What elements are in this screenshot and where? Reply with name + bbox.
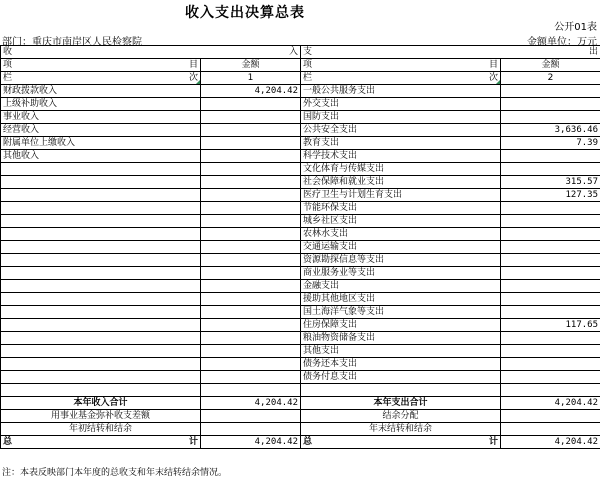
expenditure-item-amount: [501, 371, 600, 384]
income-item-label: [1, 306, 201, 319]
expenditure-item-amount: [501, 267, 600, 280]
income-total-label: 年初结转和结余: [1, 423, 201, 436]
totals-row: [1, 397, 600, 410]
income-item-label: 上级补助收入: [1, 98, 201, 111]
expenditure-amount-header: 金额: [501, 59, 600, 72]
report-title: 收入支出决算总表: [185, 5, 305, 21]
expenditure-item-amount: [501, 215, 600, 228]
expenditure-item-label: 国土海洋气象等支出: [301, 306, 501, 319]
income-item-amount: [201, 150, 301, 163]
table-row: [1, 228, 600, 241]
table-row: [1, 98, 600, 111]
income-item-label: [1, 319, 201, 332]
income-item-label: 其他收入: [1, 150, 201, 163]
footnote: 注：本表反映部门本年度的总收支和年末结转结余情况。: [2, 468, 228, 478]
table-row: [1, 306, 600, 319]
expenditure-item-amount: [501, 241, 600, 254]
table-row: [1, 163, 600, 176]
income-item-label: [1, 332, 201, 345]
expenditure-item-label: 金融支出: [301, 280, 501, 293]
expenditure-item-label: 医疗卫生与计划生育支出: [301, 189, 501, 202]
income-item-label: [1, 176, 201, 189]
income-total-amount: [201, 423, 301, 436]
income-item-label: [1, 163, 201, 176]
unit-label: 金额单位：万元: [527, 37, 597, 48]
grand-total-row: [1, 436, 600, 449]
income-item-label: [1, 267, 201, 280]
expenditure-item-label: 科学技术支出: [301, 150, 501, 163]
income-item-label: [1, 371, 201, 384]
expenditure-item-header: 项 目: [301, 59, 501, 72]
income-item-label: [1, 189, 201, 202]
expenditure-grand-total-label: 总 计: [301, 436, 501, 449]
income-item-amount: [201, 163, 301, 176]
totals-row: [1, 423, 600, 436]
expenditure-item-amount: [501, 345, 600, 358]
expenditure-item-amount: 3,636.46: [501, 124, 600, 137]
table-row: [1, 241, 600, 254]
table-row: [1, 202, 600, 215]
table-row: [1, 150, 600, 163]
income-item-label: [1, 358, 201, 371]
expenditure-item-label: [301, 384, 501, 397]
table-row: [1, 111, 600, 124]
expenditure-item-amount: [501, 163, 600, 176]
table-row: [1, 85, 600, 98]
income-item-amount: [201, 215, 301, 228]
income-amount-header: 金额: [201, 59, 301, 72]
expenditure-item-amount: [501, 98, 600, 111]
income-item-label: [1, 293, 201, 306]
income-item-amount: [201, 254, 301, 267]
income-item-label: [1, 345, 201, 358]
expenditure-section-header: 支 出: [301, 46, 600, 59]
expenditure-total-amount: 4,204.42: [501, 397, 600, 410]
income-item-amount: [201, 371, 301, 384]
income-item-amount: [201, 358, 301, 371]
expenditure-item-amount: [501, 150, 600, 163]
income-item-label: [1, 280, 201, 293]
expenditure-item-label: 援助其他地区支出: [301, 293, 501, 306]
expenditure-item-label: 一般公共服务支出: [301, 85, 501, 98]
column-header-row: [1, 59, 600, 72]
income-item-amount: [201, 280, 301, 293]
line-number-row: [1, 72, 600, 85]
expenditure-item-amount: [501, 111, 600, 124]
income-item-label: 事业收入: [1, 111, 201, 124]
income-total-label: 用事业基金弥补收支差额: [1, 410, 201, 423]
table-row: [1, 371, 600, 384]
income-item-amount: [201, 345, 301, 358]
income-item-amount: [201, 267, 301, 280]
expenditure-item-amount: [501, 358, 600, 371]
income-item-label: [1, 254, 201, 267]
form-id: 公开01表: [554, 22, 597, 33]
expenditure-item-label: 农林水支出: [301, 228, 501, 241]
totals-row: [1, 410, 600, 423]
table-row: [1, 332, 600, 345]
section-header-row: [1, 46, 600, 59]
income-item-amount: [201, 241, 301, 254]
expenditure-item-label: 其他支出: [301, 345, 501, 358]
income-item-amount: [201, 293, 301, 306]
expenditure-item-amount: [501, 280, 600, 293]
expenditure-item-amount: [501, 384, 600, 397]
expenditure-item-amount: [501, 85, 600, 98]
expenditure-item-label: 国防支出: [301, 111, 501, 124]
expenditure-item-amount: [501, 332, 600, 345]
expenditure-item-amount: 315.57: [501, 176, 600, 189]
expenditure-column-number: 2: [501, 72, 600, 85]
expenditure-item-label: 债务付息支出: [301, 371, 501, 384]
income-total-amount: 4,204.42: [201, 397, 301, 410]
expenditure-item-label: 资源勘探信息等支出: [301, 254, 501, 267]
income-grand-total-label: 总 计: [1, 436, 201, 449]
expenditure-item-amount: 7.39: [501, 137, 600, 150]
expenditure-item-amount: 117.65: [501, 319, 600, 332]
income-item-amount: [201, 176, 301, 189]
table-row: [1, 345, 600, 358]
income-total-amount: [201, 410, 301, 423]
expenditure-total-label: 年末结转和结余: [301, 423, 501, 436]
income-item-header: 项 目: [1, 59, 201, 72]
income-line-header: 栏 次: [1, 72, 201, 85]
income-section-header: 收 入: [1, 46, 301, 59]
expenditure-grand-total-amount: 4,204.42: [501, 436, 600, 449]
income-item-amount: [201, 306, 301, 319]
income-item-label: [1, 215, 201, 228]
table-row: [1, 280, 600, 293]
expenditure-total-label: 本年支出合计: [301, 397, 501, 410]
expenditure-item-label: 文化体育与传媒支出: [301, 163, 501, 176]
expenditure-item-label: 商业服务业等支出: [301, 267, 501, 280]
income-item-label: [1, 241, 201, 254]
income-item-amount: [201, 137, 301, 150]
table-row: [1, 176, 600, 189]
income-item-label: 附属单位上缴收入: [1, 137, 201, 150]
expenditure-item-amount: 127.35: [501, 189, 600, 202]
income-item-label: 财政拨款收入: [1, 85, 201, 98]
income-item-amount: [201, 384, 301, 397]
income-item-amount: [201, 124, 301, 137]
expenditure-item-label: 社会保障和就业支出: [301, 176, 501, 189]
income-total-label: 本年收入合计: [1, 397, 201, 410]
income-item-label: [1, 228, 201, 241]
expenditure-line-header: 栏 次: [301, 72, 501, 85]
expenditure-total-label: 结余分配: [301, 410, 501, 423]
table-row: [1, 384, 600, 397]
expenditure-item-amount: [501, 202, 600, 215]
expenditure-item-label: 外交支出: [301, 98, 501, 111]
income-item-amount: 4,204.42: [201, 85, 301, 98]
income-item-amount: [201, 228, 301, 241]
table-row: [1, 124, 600, 137]
income-item-amount: [201, 98, 301, 111]
income-item-label: [1, 384, 201, 397]
income-item-amount: [201, 189, 301, 202]
expenditure-item-amount: [501, 306, 600, 319]
expenditure-item-label: 住房保障支出: [301, 319, 501, 332]
table-row: [1, 319, 600, 332]
expenditure-item-label: 债务还本支出: [301, 358, 501, 371]
table-row: [1, 267, 600, 280]
expenditure-item-label: 公共安全支出: [301, 124, 501, 137]
income-item-amount: [201, 202, 301, 215]
income-item-amount: [201, 111, 301, 124]
expenditure-item-label: 教育支出: [301, 137, 501, 150]
expenditure-item-label: 交通运输支出: [301, 241, 501, 254]
table-row: [1, 189, 600, 202]
income-item-amount: [201, 319, 301, 332]
department-label: 部门：重庆市南岸区人民检察院: [2, 37, 142, 48]
table-row: [1, 215, 600, 228]
expenditure-total-amount: [501, 423, 600, 436]
expenditure-item-amount: [501, 293, 600, 306]
income-grand-total-amount: 4,204.42: [201, 436, 301, 449]
income-item-amount: [201, 332, 301, 345]
expenditure-item-label: 粮油物资储备支出: [301, 332, 501, 345]
expenditure-item-amount: [501, 254, 600, 267]
income-item-label: [1, 202, 201, 215]
table-row: [1, 254, 600, 267]
expenditure-item-label: 节能环保支出: [301, 202, 501, 215]
expenditure-total-amount: [501, 410, 600, 423]
expenditure-item-amount: [501, 228, 600, 241]
table-row: [1, 293, 600, 306]
expenditure-item-label: 城乡社区支出: [301, 215, 501, 228]
table-row: [1, 358, 600, 371]
income-expenditure-table: [0, 45, 600, 449]
income-column-number: 1: [201, 72, 301, 85]
income-item-label: 经营收入: [1, 124, 201, 137]
table-row: [1, 137, 600, 150]
